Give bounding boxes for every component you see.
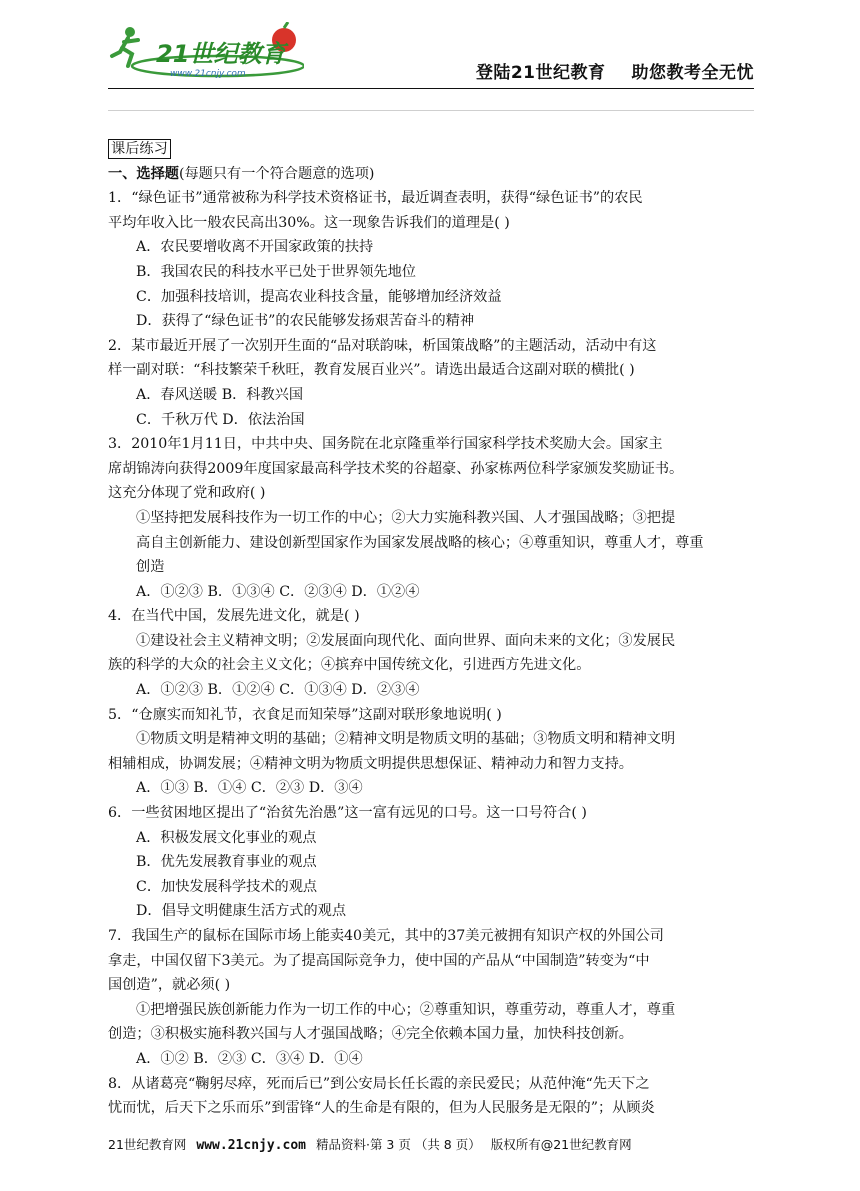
logo	[108, 22, 304, 82]
text-line: 7．我国生产的鼠标在国际市场上能卖40美元，其中的37美元被拥有知识产权的外国公司	[108, 928, 664, 944]
text-line: 这充分体现了党和政府( )	[108, 485, 266, 502]
text-line: 席胡锦涛向获得2009年度国家最高科学技术奖的谷超豪、孙家栋两位科学家颁发奖励证书。	[108, 460, 684, 477]
text-line: 4．在当代中国，发展先进文化，就是( )	[108, 608, 360, 625]
page-header	[0, 0, 860, 100]
text-line: 3．2010年1月11日，中共中央、国务院在北京隆重举行国家科学技术奖励大会。国家主	[108, 436, 663, 453]
text-line: 样一副对联：“科技繁荣千秋旺，教育发展百业兴”。请选出最适合这副对联的横批( )	[108, 362, 635, 379]
text-line: D．倡导文明健康生活方式的观点	[136, 903, 347, 920]
text-line: ①物质文明是精神文明的基础；②精神文明是物质文明的基础；③物质文明和精神文明	[136, 731, 676, 748]
text-line: ①坚持把发展科技作为一切工作的中心；②大力实施科教兴国、人才强国战略；③把提	[136, 509, 676, 526]
text-line: 1．“绿色证书”通常被称为科学技术资格证书，最近调查表明，获得“绿色证书”的农民	[108, 190, 643, 207]
text-line: 2．某市最近开展了一次别开生面的“品对联韵味，析国策战略”的主题活动，活动中有这	[108, 337, 657, 354]
text-line: A．积极发展文化事业的观点	[136, 829, 317, 846]
text-line: 创造；③积极实施科教兴国与人才强国战略；④完全依赖本国力量，加快科技创新。	[108, 1026, 633, 1043]
text-line: A．①②③ B．①②④ C．①③④ D．②③④	[136, 682, 420, 699]
text-line: ①建设社会主义精神文明；②发展面向现代化、面向世界、面向未来的文化；③发展民	[136, 632, 676, 649]
footer-url: www.21cnjy.com	[196, 1138, 306, 1153]
text-line: 拿走，中国仅留下3美元。为了提高国际竞争力，使中国的产品从“中国制造”转变为“中	[108, 952, 650, 969]
text-line: 忧而忧，后天下之乐而乐”到雷锋“人的生命是有限的，但为人民服务是无限的”；从顾炎	[108, 1100, 655, 1117]
text-line: 创造	[136, 559, 165, 576]
header-slogan	[476, 58, 754, 83]
section-label-line	[108, 137, 756, 162]
header-divider	[108, 88, 754, 89]
text-line: A．农民要增收离不开国家政策的扶持	[136, 239, 374, 256]
text-line: 国创造”，就必须( )	[108, 977, 231, 994]
text-line: B．我国农民的科技水平已处于世界领先地位	[136, 263, 416, 280]
text-line: 8．从诸葛亮“鞠躬尽瘁，死而后已”到公安局长任长霞的亲民爱民；从范仲淹“先天下之	[108, 1075, 650, 1092]
slogan-left: 登陆21世纪教育	[475, 63, 606, 83]
text-line: C．千秋万代 D．依法治国	[136, 411, 305, 428]
footer-page-info: 精品资料·第 3 页 （共 8 页）	[315, 1137, 481, 1152]
text-line: C．加强科技培训，提高农业科技含量，能够增加经济效益	[136, 288, 502, 305]
footer-site: 21世纪教育网	[108, 1137, 187, 1152]
section-title: 一、选择题	[108, 165, 179, 182]
header-divider-light	[108, 110, 754, 111]
document-body	[108, 137, 756, 1121]
text-line: D．获得了“绿色证书”的农民能够发扬艰苦奋斗的精神	[136, 313, 475, 330]
text-line: 平均年收入比一般农民高出30%。这一现象告诉我们的道理是( )	[108, 214, 510, 231]
text-line: A．①②③ B．①③④ C．②③④ D．①②④	[136, 583, 420, 600]
text-line: ①把增强民族创新能力作为一切工作的中心；②尊重知识，尊重劳动，尊重人才，尊重	[136, 1001, 676, 1018]
text-line: C．加快发展科学技术的观点	[136, 878, 318, 895]
text-line: 6．一些贫困地区提出了“治贫先治愚”这一富有远见的口号。这一口号符合( )	[108, 805, 587, 822]
logo-url: www.21cnjy.com	[170, 69, 246, 79]
text-line: B．优先发展教育事业的观点	[136, 854, 317, 871]
text-line: 相辅相成，协调发展；④精神文明为物质文明提供思想保证、精神动力和智力支持。	[108, 755, 633, 772]
logo-text: 21世纪教育	[156, 40, 286, 68]
section-heading	[108, 162, 756, 187]
text-line: A．春风送暖 B．科教兴国	[136, 386, 304, 403]
text-line: 高自主创新能力、建设创新型国家作为国家发展战略的核心；④尊重知识，尊重人才，尊重	[136, 534, 704, 551]
slogan-right: 助您教考全无忧	[631, 63, 754, 83]
page-footer	[108, 1135, 632, 1153]
footer-copyright: 版权所有@21世纪教育网	[490, 1137, 632, 1152]
section-note: (每题只有一个符合题意的选项)	[178, 165, 375, 182]
question-list	[108, 186, 756, 1121]
text-line: 5．“仓廪实而知礼节，衣食足而知荣辱”这副对联形象地说明( )	[108, 706, 502, 723]
runner-icon	[112, 27, 138, 66]
text-line: A．①③ B．①④ C．②③ D．③④	[136, 780, 363, 797]
section-label: 课后练习	[108, 139, 171, 159]
text-line: 族的科学的大众的社会主义文化；④摈弃中国传统文化，引进西方先进文化。	[108, 657, 591, 674]
text-line: A．①② B．②③ C．③④ D．①④	[136, 1050, 363, 1067]
